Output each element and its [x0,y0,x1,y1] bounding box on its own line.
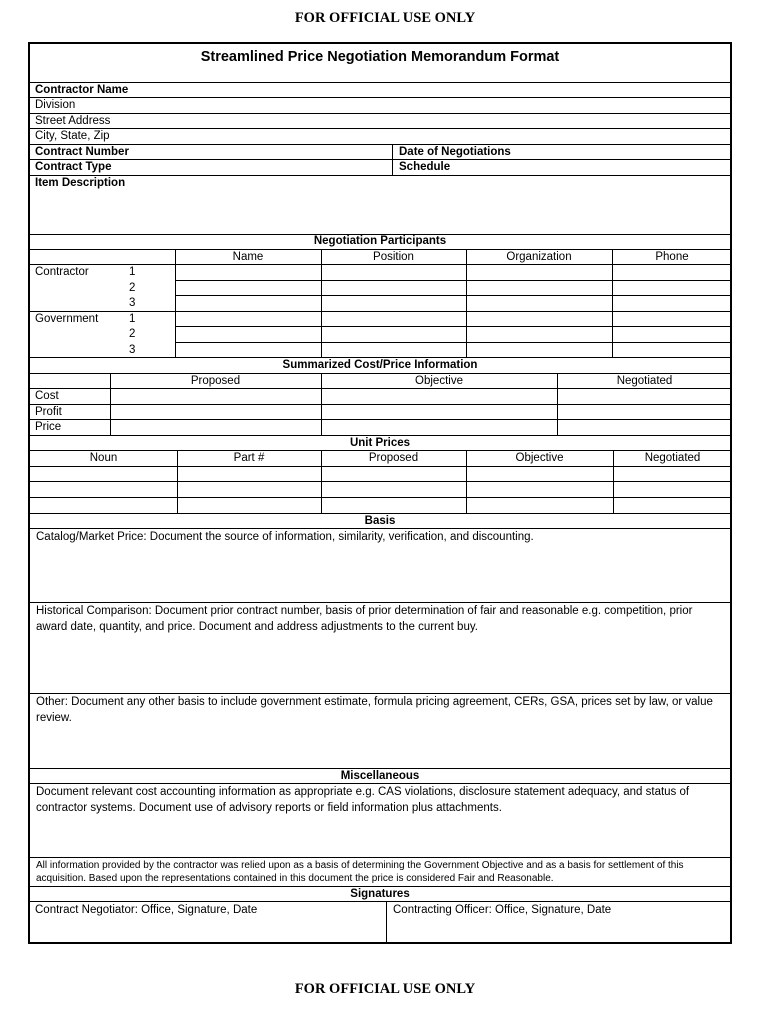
unit-prices-header: Unit Prices [349,437,411,449]
form-title: Streamlined Price Negotiation Memorandum Format [200,49,560,65]
security-marking-bottom: FOR OFFICIAL USE ONLY [294,981,476,997]
cost-row-label: Cost [35,390,59,402]
contractor-name-label: Contractor Name [35,84,129,96]
contract-type-label: Contract Type [35,161,112,173]
participant-number: 1 [129,266,136,278]
unit-prices-col-noun: Noun [89,452,118,464]
city-state-zip-label: City, State, Zip [35,130,110,142]
miscellaneous-text: Document relevant cost accounting information as appropriate e.g. CAS violations, disclosure statement adequacy, and status of contractor systems. Document use of advisory reports or field information plus attachments. [36,786,690,814]
contract-number-label: Contract Number [35,146,129,158]
participants-col-organization: Organization [506,251,572,263]
participant-number: 2 [129,282,136,294]
participant-number: 2 [129,328,136,340]
street-address-label: Street Address [35,115,111,127]
price-negotiation-memorandum-form [28,42,732,944]
unit-prices-col-proposed: Proposed [368,452,419,464]
participants-col-name: Name [232,251,264,263]
participants-contractor-label: Contractor [35,266,89,278]
participant-number: 3 [129,344,136,356]
cost-price-col-proposed: Proposed [190,375,241,387]
division-label: Division [35,99,76,111]
participants-header: Negotiation Participants [313,235,447,247]
catalog-market-price-text: Catalog/Market Price: Document the source of information, similarity, verification, and discounting. [36,531,534,543]
certification-text: All information provided by the contractor was relied upon as a basis of determining the Government Objective and as a basis for settlement of this acquisition. Based upon the representations contained in this document the price is considered Fair and Reasonable. [36,860,684,884]
participants-government-label: Government [35,313,99,325]
basis-header: Basis [364,515,396,527]
profit-row-label: Profit [35,406,62,418]
item-description-label: Item Description [35,177,126,189]
cost-price-header: Summarized Cost/Price Information [282,359,478,371]
contracting-officer-signature-label: Contracting Officer: Office, Signature, Date [393,904,612,916]
miscellaneous-header: Miscellaneous [340,770,420,782]
participant-number: 3 [129,297,136,309]
cost-price-col-negotiated: Negotiated [616,375,673,387]
security-marking-top: FOR OFFICIAL USE ONLY [294,10,476,26]
unit-prices-col-objective: Objective [515,452,564,464]
cost-price-col-objective: Objective [415,375,463,387]
schedule-label: Schedule [399,161,451,173]
signatures-header: Signatures [350,888,410,900]
other-basis-text: Other: Document any other basis to include government estimate, formula pricing agreement, CERs, GSA, prices set by law, or value review. [36,696,713,724]
participant-number: 1 [129,313,136,325]
participants-col-phone: Phone [655,251,689,263]
contract-negotiator-signature-label: Contract Negotiator: Office, Signature, Date [35,904,258,916]
participants-col-position: Position [373,251,414,263]
historical-comparison-text: Historical Comparison: Document prior contract number, basis of prior determination of fair and reasonable e.g. competition, prior award date, quantity, and price. Document and address adjustments to the current buy. [36,605,693,633]
date-of-negotiations-label: Date of Negotiations [399,146,511,158]
price-row-label: Price [35,421,62,433]
unit-prices-col-negotiated: Negotiated [644,452,701,464]
unit-prices-col-part: Part # [233,452,265,464]
